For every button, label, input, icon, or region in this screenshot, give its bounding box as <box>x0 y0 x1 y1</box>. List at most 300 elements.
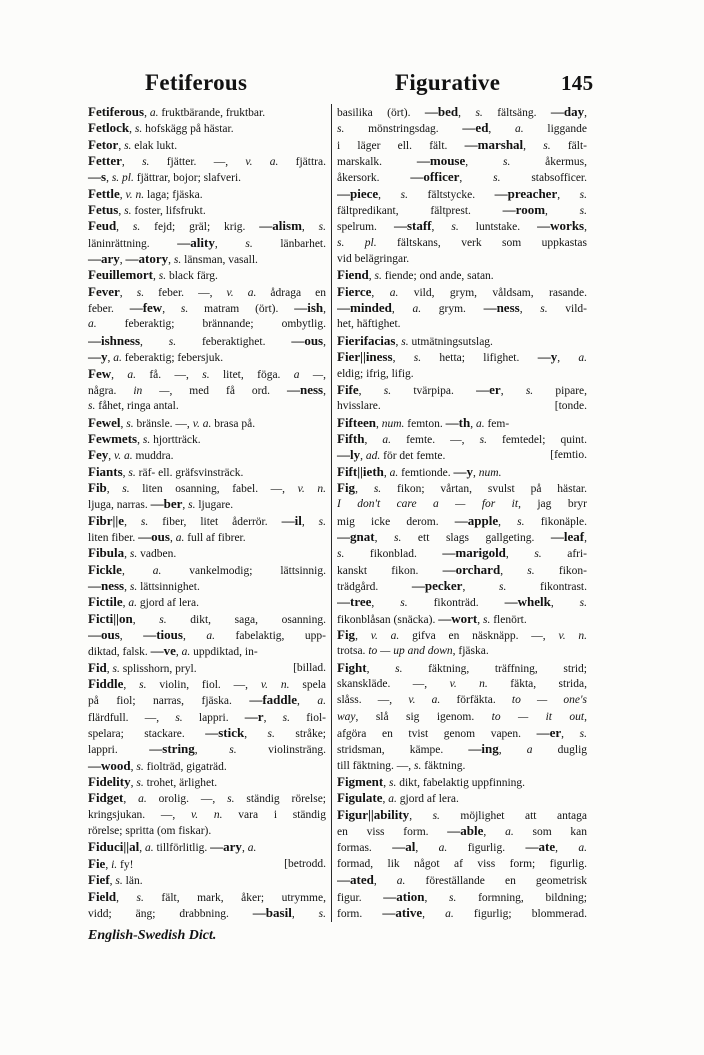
gloss-text: femtedel; quint. <box>486 433 587 446</box>
italic-text: to — one's <box>511 694 587 707</box>
gloss-text: formas. <box>337 842 393 855</box>
gloss-text: , <box>214 237 246 250</box>
gloss-text: feber. <box>88 303 130 316</box>
italic-text: a. <box>396 875 406 888</box>
italic-text: v. a. <box>226 286 257 299</box>
entry-line <box>88 480 326 496</box>
gloss-text: , <box>424 891 450 904</box>
headword: Few <box>88 365 112 381</box>
entry-line <box>337 137 587 153</box>
italic-text: to — up and down <box>368 645 453 658</box>
gloss-text: pipare, <box>533 384 587 397</box>
entry-line <box>88 235 326 251</box>
entry-line <box>337 611 587 627</box>
gloss-text: trohet, ärlighet. <box>143 777 218 790</box>
entry-line <box>88 137 326 153</box>
italic-text: a. <box>505 826 514 839</box>
gloss-text: , <box>123 679 140 692</box>
gloss-text: , med få ord. <box>169 384 287 397</box>
gloss-text: , <box>360 450 366 463</box>
italic-text: s. <box>318 907 326 920</box>
gloss-text: violin, fiol. —, <box>146 679 261 692</box>
headword: Fier||iness <box>337 349 393 365</box>
italic-text: s. <box>579 597 587 610</box>
italic-text: in — <box>133 384 170 397</box>
italic-text: s. <box>579 728 587 741</box>
italic-text: num. <box>478 466 502 479</box>
gloss-text: , <box>488 123 516 136</box>
italic-text: v. a. <box>245 156 279 169</box>
entry-line <box>337 790 587 806</box>
gloss-text: fält, mark, åker; utrymme, <box>143 891 326 904</box>
gloss-text: , <box>505 548 535 561</box>
headword: —marshal <box>464 136 524 152</box>
gloss-text: , <box>378 188 401 201</box>
gloss-text: afri- <box>541 548 587 561</box>
italic-text: a. <box>382 433 392 446</box>
gloss-text: kanskt fikon. <box>337 564 443 577</box>
headword: —ishness <box>88 332 141 348</box>
gloss-text: tvärpipa. <box>391 384 477 397</box>
entry-line <box>337 594 587 610</box>
italic-text: s. <box>318 515 326 528</box>
gloss-text: , <box>123 793 139 806</box>
italic-text: v. n. <box>449 678 488 691</box>
gloss-text: femte. —, <box>391 433 480 446</box>
italic-text: a. <box>175 531 185 544</box>
gloss-text: stabsofficer. <box>500 172 587 185</box>
column-rule <box>331 104 332 922</box>
gloss-text: stridsman, kämpe. <box>337 744 469 757</box>
gloss-text: , <box>130 760 137 773</box>
gloss-text: fäktning, träffning, strid; <box>402 662 587 675</box>
entry-line <box>88 251 326 267</box>
italic-text: s. <box>173 254 182 267</box>
gloss-text: feber. —, <box>144 286 227 299</box>
italic-text: s. <box>413 352 422 365</box>
headword: —marigold <box>442 545 506 561</box>
entry-line <box>337 676 587 692</box>
italic-text: a. <box>389 286 399 299</box>
italic-text: s. <box>158 270 167 283</box>
gloss-text: muddra. <box>132 450 174 463</box>
entry-line <box>337 398 587 414</box>
entry-line <box>337 186 587 202</box>
gloss-text: möjlighet att antaga <box>439 809 587 822</box>
italic-text: a. <box>144 842 154 855</box>
entry-line <box>337 774 587 790</box>
gloss-text: , <box>118 139 125 152</box>
headword: Fig <box>337 479 356 495</box>
headword: Fey <box>88 447 109 463</box>
gloss-text: afgöra en tvist genom vapen. <box>337 728 537 741</box>
gloss-text: , <box>373 875 397 888</box>
entry-line <box>337 741 587 757</box>
headword: —room <box>502 202 546 218</box>
gloss-text: , <box>374 531 394 544</box>
left-column <box>88 104 326 921</box>
italic-text: s. <box>134 123 143 136</box>
entry-line <box>337 758 587 774</box>
gloss-text: fältsäng. <box>482 107 551 119</box>
entry-line <box>337 839 587 855</box>
italic-text: v. a. <box>408 694 441 707</box>
entry-line <box>337 284 587 300</box>
italic-text: s. <box>432 809 440 822</box>
headword: —whelk <box>504 594 551 610</box>
gloss-text: , <box>122 466 129 479</box>
italic-text: s. <box>413 759 422 772</box>
gloss-text: , <box>395 335 402 348</box>
gloss-text: litet, föga. <box>209 368 294 381</box>
headword: Fierce <box>337 283 372 299</box>
gloss-text: några. <box>88 384 134 397</box>
headword: Fidget <box>88 790 124 806</box>
gloss-text: lättsinnighet. <box>137 580 200 593</box>
italic-text: ad. <box>365 450 381 463</box>
gloss-text: femtionde. <box>398 466 454 479</box>
headword: —minded <box>337 300 392 316</box>
gloss-text: en viss form. <box>337 826 448 839</box>
italic-text: s. <box>525 384 534 397</box>
gloss-text: , <box>263 711 283 724</box>
gloss-text: , <box>465 156 503 169</box>
italic-text: s. <box>188 499 196 512</box>
gloss-text: , <box>118 205 125 218</box>
gloss-text: black färg. <box>166 270 218 283</box>
entry-line <box>88 300 326 316</box>
italic-text: s. <box>136 760 144 773</box>
gloss-text: eldig; ifrig, lifig. <box>337 367 414 380</box>
italic-text: s. <box>579 205 587 218</box>
headword: Fifteen <box>337 414 376 430</box>
gloss-text: , <box>382 793 389 806</box>
italic-text: s. <box>136 286 145 299</box>
gloss-text: , <box>358 384 384 397</box>
headword: Fiants <box>88 463 123 479</box>
gloss-text: , <box>364 433 383 446</box>
gloss-text: , <box>584 531 587 544</box>
headword: Figulate <box>337 790 383 806</box>
gloss-text: , <box>473 466 479 479</box>
italic-text: s. <box>129 580 138 593</box>
italic-text: s. <box>517 515 525 528</box>
gloss-text: , <box>124 548 130 561</box>
italic-text: s. <box>475 107 483 119</box>
entry-line <box>88 218 326 234</box>
italic-text: s. <box>140 515 149 528</box>
gloss-text: fy! <box>117 858 134 871</box>
gloss-text: fikon- <box>534 564 587 577</box>
italic-text: s. <box>479 433 487 446</box>
gloss-text: ett slags gallgeting. <box>401 531 551 544</box>
gloss-text: fruktbärande, fruktbar. <box>158 107 266 119</box>
italic-text: s. <box>534 548 542 561</box>
headword: —ate <box>525 839 556 855</box>
entry-line <box>337 856 587 872</box>
entry-line <box>337 823 587 839</box>
headword: Fewel <box>88 414 121 430</box>
entry-line <box>88 905 326 921</box>
headword: —day <box>550 104 585 119</box>
headword: —ve <box>150 643 176 659</box>
headword: Ficti||on <box>88 610 133 626</box>
gloss-text: violinsträng. <box>236 744 326 757</box>
gloss-text: foster, lifsfrukt. <box>131 205 206 218</box>
gloss-text: vild, grym, våldsam, rasande. <box>398 286 587 299</box>
italic-text: s. <box>168 335 177 348</box>
gloss-text: ljuga, narras. <box>88 499 151 512</box>
entry-line <box>337 464 587 480</box>
gloss-text: hofskägg på hästar. <box>142 123 234 136</box>
headword: —bed <box>424 104 459 119</box>
headword: Feuillemort <box>88 267 153 283</box>
gloss-text: i läger ell. fält. <box>337 139 465 152</box>
italic-text: a. <box>515 123 524 136</box>
italic-text: a. <box>247 842 257 855</box>
gloss-text: , <box>121 564 153 577</box>
italic-text: a. <box>578 352 587 365</box>
page-number: 145 <box>561 71 594 95</box>
italic-text: way <box>337 710 356 723</box>
gloss-text: , <box>111 368 128 381</box>
italic-text: s. <box>502 156 511 169</box>
gloss-text: , <box>555 842 579 855</box>
gloss-text: vankelmodig; lättsinnig. <box>161 564 326 577</box>
entry-line <box>88 496 326 512</box>
gloss-text: ljugare. <box>195 499 234 512</box>
headword: —works <box>537 218 585 234</box>
italic-text: s. <box>394 531 402 544</box>
italic-text: num. <box>381 417 405 430</box>
headword: Fickle <box>88 561 122 577</box>
entry-line <box>337 333 587 349</box>
gloss-text: , jag bryr <box>518 498 587 511</box>
gloss-text: gjord af lera. <box>396 793 459 806</box>
headword: Fid <box>88 659 107 675</box>
gloss-text: , <box>500 564 528 577</box>
entry-line <box>337 872 587 888</box>
entry-line <box>337 415 587 431</box>
gloss-text: fikonblåsan (snäcka). <box>337 613 439 626</box>
entry-line <box>88 872 326 888</box>
headword: —ous <box>88 627 120 642</box>
gloss-text: , <box>109 875 116 888</box>
gloss-text: slåss. —, <box>337 694 409 707</box>
gloss-text: räf- ell. gräfsvinsträck. <box>135 466 244 479</box>
italic-text: a. <box>206 630 215 642</box>
gloss-text: fikonblad. <box>344 548 443 561</box>
gloss-text: , slå sig igenom. <box>355 710 492 723</box>
gloss-text: dikt, saga, osanning. <box>166 613 326 626</box>
headword: Fever <box>88 283 120 299</box>
gloss-text: fjättrar, bojor; slafveri. <box>133 172 242 185</box>
gloss-text: utmätningsutslag. <box>408 335 493 348</box>
gloss-text: , <box>458 107 476 119</box>
entry-line <box>337 562 587 578</box>
entry-line <box>337 366 587 382</box>
gloss-text: feberaktig; febersjuk. <box>121 352 224 365</box>
gloss-text: gjord af lera. <box>137 597 199 610</box>
gloss-text: föreställande en geometrisk <box>405 875 587 888</box>
entry-line <box>337 153 587 169</box>
headword: —th <box>445 414 471 430</box>
gloss-text: vid belägringar. <box>337 253 410 266</box>
headword: —ed <box>462 120 489 136</box>
headword: —ly <box>337 447 361 463</box>
headword: Fift||ieth <box>337 463 384 479</box>
gloss-text: bränsle. —, <box>133 417 193 430</box>
gloss-text: liten osanning, fabel. —, <box>129 482 298 495</box>
italic-text: s. <box>449 891 457 904</box>
gloss-text: basilika (ört). <box>337 107 425 119</box>
gloss-text: mönstringsdag. <box>344 123 463 136</box>
gloss-text: , <box>584 710 587 723</box>
italic-text: s. <box>245 237 253 250</box>
entry-line <box>88 366 326 382</box>
italic-text: s. <box>142 433 151 446</box>
italic-text: a. <box>88 318 97 331</box>
italic-text: a. <box>127 368 136 381</box>
italic-text: s. <box>337 123 345 136</box>
gloss-text: duglig <box>532 744 587 757</box>
gloss-text: , <box>106 482 123 495</box>
gloss-text: , <box>182 499 189 512</box>
gloss-text: trotsa. <box>337 645 369 658</box>
entry-line <box>88 447 326 463</box>
italic-text: s. <box>482 613 491 626</box>
headword: —s <box>88 169 107 185</box>
entry-line <box>88 186 326 202</box>
gloss-text: , <box>106 172 112 185</box>
headword: —er <box>536 725 562 741</box>
italic-text: a. <box>317 695 326 708</box>
gloss-text: fikonäple. <box>524 515 587 528</box>
headword: —ation <box>383 888 425 904</box>
italic-text: a. <box>113 352 122 365</box>
gloss-text: , <box>422 907 446 920</box>
gloss-text: fiber, litet åderrör. <box>148 515 282 528</box>
headword: Fierifacias <box>337 332 396 348</box>
gloss-text: uppdiktad, in- <box>190 646 258 659</box>
headword: —basil <box>252 904 292 920</box>
gloss-text: het, häftighet. <box>337 318 401 331</box>
entry-line <box>337 545 587 561</box>
headword: —er <box>476 381 501 397</box>
italic-text: s. pl. <box>337 236 377 249</box>
gloss-text: , <box>415 842 439 855</box>
headword: —ous <box>138 528 170 544</box>
gloss-text: fiende; ond ande, satan. <box>381 270 494 283</box>
italic-text: v. n. <box>191 808 223 821</box>
gloss-text: fiol- <box>290 711 326 724</box>
gloss-text: tillförlitlig. <box>153 842 211 855</box>
headword: —atory <box>125 251 169 267</box>
gloss-text: åkermus, <box>510 156 587 169</box>
headword: —ative <box>382 904 423 920</box>
headword: —gnat <box>337 528 375 544</box>
headword: —ness <box>88 577 125 593</box>
gloss-text: , <box>519 303 541 316</box>
italic-text: s. <box>383 384 392 397</box>
gloss-text: spelrum. <box>337 221 394 234</box>
italic-text: s. <box>115 875 123 888</box>
gloss-text: fält- <box>550 139 587 152</box>
italic-text: s. <box>142 156 150 169</box>
headword: —y <box>537 349 558 365</box>
italic-text: v. n. <box>297 482 326 495</box>
entry-line <box>88 889 326 905</box>
entry-line <box>88 823 326 839</box>
gloss-text: , <box>366 662 396 675</box>
italic-text: v. n. <box>558 630 587 642</box>
gloss-text: , <box>584 107 587 119</box>
gloss-text: orolig. —, <box>146 793 228 806</box>
entry-line <box>337 235 587 251</box>
italic-text: s. <box>579 188 587 201</box>
gloss-text: , <box>431 221 452 234</box>
gloss-text: laga; fjäska. <box>144 188 203 201</box>
italic-text: s. <box>180 303 189 316</box>
headword: —r <box>244 708 264 724</box>
right-column <box>337 104 587 921</box>
headword: —ated <box>337 872 374 888</box>
gloss-text: fem- <box>484 417 510 430</box>
italic-text: s. <box>139 679 147 692</box>
gloss-text: full af fibrer. <box>184 531 246 544</box>
gloss-text: åkersork. <box>337 172 411 185</box>
gloss-text: , <box>301 221 319 234</box>
italic-text: s. <box>112 662 120 675</box>
italic-text: s. <box>159 613 167 626</box>
gloss-text: länsman, vasall. <box>181 254 258 267</box>
gloss-text: , <box>498 744 527 757</box>
entry-line <box>88 856 326 872</box>
gloss-text: spelara; stackare. <box>88 728 206 741</box>
gloss-text: vild- <box>547 303 587 316</box>
entry-line <box>88 643 326 659</box>
italic-text: s. <box>337 548 345 561</box>
gloss-text: spela <box>289 679 326 692</box>
gloss-text: fjättra. <box>278 156 326 169</box>
gloss-text: flenört. <box>490 613 527 626</box>
headword: —wood <box>88 757 131 773</box>
entry-line <box>88 676 326 692</box>
entry-line <box>88 267 326 283</box>
gloss-text: , <box>137 433 143 446</box>
headword: Fiend <box>337 267 369 283</box>
entry-line <box>88 153 326 169</box>
entry-line <box>88 169 326 185</box>
italic-text: I don't care a — for it <box>337 498 519 511</box>
gloss-text: lappri. <box>182 711 245 724</box>
italic-text: s. <box>318 221 326 234</box>
gloss-text: , <box>194 744 230 757</box>
entry-line <box>337 251 587 267</box>
gloss-text: , <box>323 368 326 381</box>
italic-text: s. <box>401 335 409 348</box>
headword: —al <box>392 839 416 855</box>
headword: Fettle <box>88 185 120 201</box>
gloss-text: , <box>121 156 143 169</box>
headword: Fight <box>337 659 367 675</box>
entry-line <box>337 120 587 136</box>
carryover-text: [tonde. <box>554 400 587 413</box>
gloss-text: fejd; gräl; krig. <box>140 221 260 234</box>
gloss-text: , <box>244 728 268 741</box>
entry-line <box>88 513 326 529</box>
entry-line <box>88 349 326 365</box>
